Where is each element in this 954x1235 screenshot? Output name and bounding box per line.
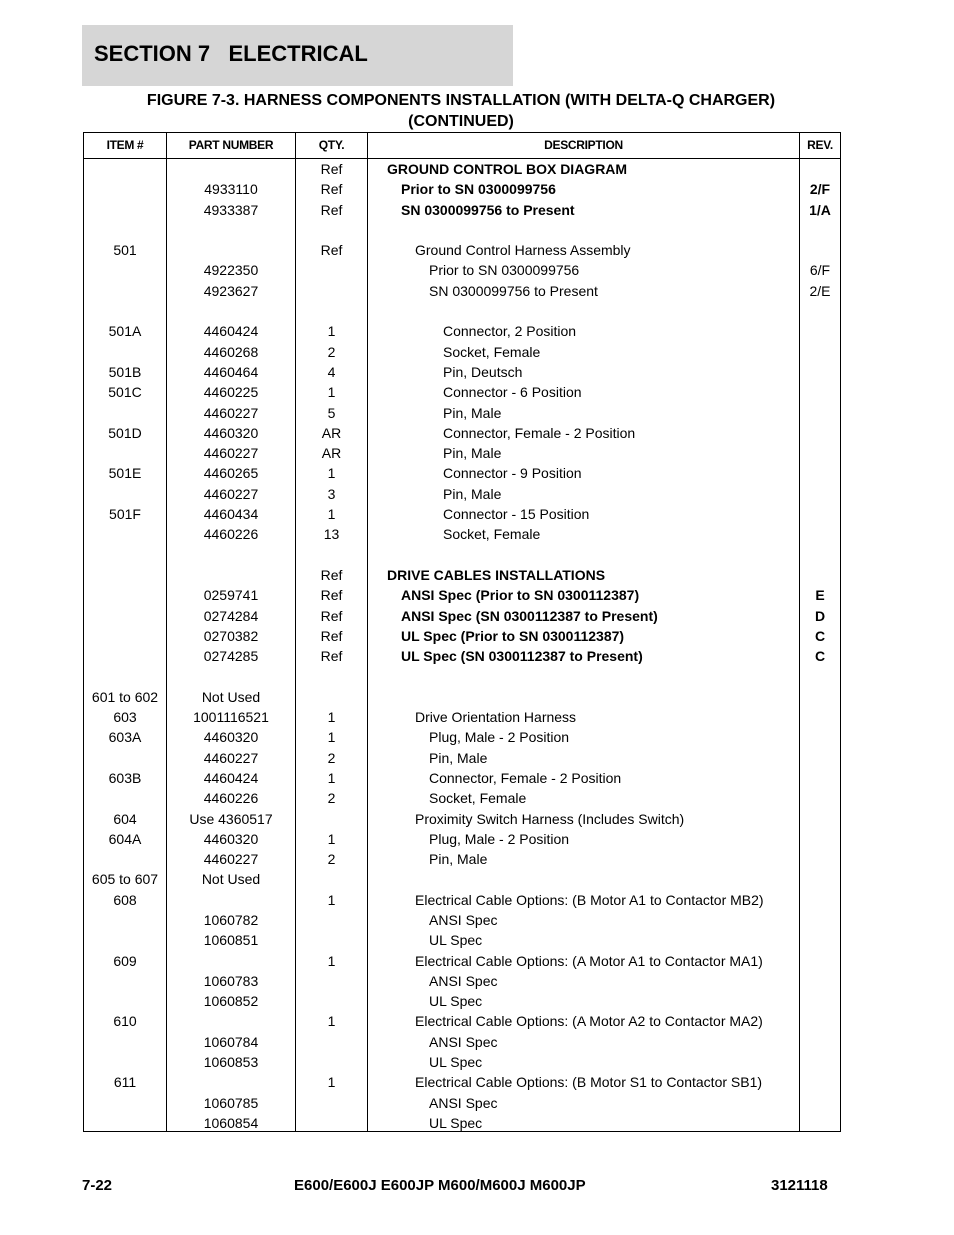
quantity-cell: Ref xyxy=(320,242,343,259)
parts-table xyxy=(83,132,841,1132)
item-number-cell: 610 xyxy=(113,1013,137,1030)
quantity-cell: 5 xyxy=(327,404,336,421)
table-row xyxy=(84,626,840,646)
item-number-cell: 609 xyxy=(113,952,137,969)
table-row xyxy=(84,1072,840,1092)
part-number-cell: 4460320 xyxy=(203,424,259,441)
header-qty: QTY. xyxy=(318,138,345,152)
quantity-cell: Ref xyxy=(320,627,343,644)
quantity-cell: Ref xyxy=(320,201,343,218)
part-number-cell: 1060851 xyxy=(203,932,259,949)
item-number-cell: 501B xyxy=(108,363,142,380)
part-number-cell: 4922350 xyxy=(203,262,259,279)
part-number-cell: 4460434 xyxy=(203,506,259,523)
quantity-cell: 1 xyxy=(327,465,336,482)
table-row xyxy=(84,666,840,686)
part-number-cell: Not Used xyxy=(201,871,261,888)
header-part-number: PART NUMBER xyxy=(188,138,274,152)
part-number-cell: 0259741 xyxy=(203,587,259,604)
quantity-cell: 1 xyxy=(327,709,336,726)
table-row xyxy=(84,930,840,950)
table-row xyxy=(84,463,840,483)
part-number-cell: Use 4360517 xyxy=(189,810,273,827)
description-cell: Pin, Deutsch xyxy=(443,363,523,380)
item-number-cell: 601 to 602 xyxy=(91,688,159,705)
part-number-cell: 4460424 xyxy=(203,323,259,340)
quantity-cell: 13 xyxy=(323,526,340,543)
description-cell: ANSI Spec (Prior to SN 0300112387) xyxy=(401,587,640,604)
description-cell: Pin, Male xyxy=(443,485,502,502)
quantity-cell: AR xyxy=(321,424,342,441)
description-cell: Connector - 6 Position xyxy=(443,384,582,401)
quantity-cell: Ref xyxy=(320,161,343,177)
description-cell: DRIVE CABLES INSTALLATIONS xyxy=(387,566,606,583)
part-number-cell: 4933110 xyxy=(204,181,258,198)
table-row xyxy=(84,748,840,768)
description-cell: Prior to SN 0300099756 xyxy=(429,262,580,279)
table-row xyxy=(84,362,840,382)
item-number-cell: 501C xyxy=(108,384,142,401)
revision-cell: D xyxy=(814,607,826,624)
table-row xyxy=(84,159,840,179)
item-number-cell: 501F xyxy=(109,506,141,523)
description-cell: Plug, Male - 2 Position xyxy=(429,830,570,847)
item-number-cell: 501 xyxy=(113,242,137,259)
quantity-cell: 1 xyxy=(327,1013,336,1030)
part-number-cell: 1060852 xyxy=(203,993,259,1010)
part-number-cell: 1060783 xyxy=(203,972,259,989)
table-row xyxy=(84,484,840,504)
table-row xyxy=(84,342,840,362)
table-row xyxy=(84,1052,840,1072)
quantity-cell: Ref xyxy=(320,607,343,624)
part-number-cell: 4460227 xyxy=(203,445,259,462)
footer-models: E600/E600J E600JP M600/M600J M600JP xyxy=(294,1177,586,1194)
table-row xyxy=(84,545,840,565)
table-row xyxy=(84,260,840,280)
part-number-cell: 4460227 xyxy=(203,485,259,502)
table-row xyxy=(84,382,840,402)
description-cell: Electrical Cable Options: (B Motor A1 to Contactor MB2) xyxy=(415,891,764,908)
table-row xyxy=(84,179,840,199)
table-row xyxy=(84,524,840,544)
table-row xyxy=(84,910,840,930)
description-cell: SN 0300099756 to Present xyxy=(401,201,575,218)
quantity-cell: 2 xyxy=(327,343,336,360)
table-row xyxy=(84,768,840,788)
revision-cell: E xyxy=(815,587,825,604)
part-number-cell: 1001116521 xyxy=(193,709,269,726)
header-description: DESCRIPTION xyxy=(544,138,623,152)
description-cell: Ground Control Harness Assembly xyxy=(415,242,631,259)
table-row xyxy=(84,788,840,808)
description-cell: Connector - 9 Position xyxy=(443,465,582,482)
item-number-cell: 611 xyxy=(113,1074,137,1091)
item-number-cell: 501E xyxy=(108,465,142,482)
description-cell: UL Spec xyxy=(429,1054,483,1071)
description-cell: ANSI Spec xyxy=(429,1094,498,1111)
table-row xyxy=(84,565,840,585)
part-number-cell: 1060784 xyxy=(203,1033,259,1050)
item-number-cell: 604A xyxy=(108,830,142,847)
quantity-cell: 1 xyxy=(327,729,336,746)
description-cell: Connector - 15 Position xyxy=(443,506,590,523)
part-number-cell: 4460226 xyxy=(203,526,259,543)
table-row xyxy=(84,991,840,1011)
quantity-cell: 1 xyxy=(327,952,336,969)
table-body xyxy=(84,159,840,1133)
item-number-cell: 501D xyxy=(108,424,142,441)
description-cell: Electrical Cable Options: (B Motor S1 to Contactor SB1) xyxy=(415,1074,763,1091)
part-number-cell: 4460227 xyxy=(203,404,259,421)
quantity-cell: Ref xyxy=(320,587,343,604)
description-cell: Socket, Female xyxy=(429,790,527,807)
header-rev: REV. xyxy=(807,138,833,152)
description-cell: ANSI Spec xyxy=(429,1033,498,1050)
description-cell: Drive Orientation Harness xyxy=(415,709,577,726)
revision-cell: 2/E xyxy=(809,282,831,299)
part-number-cell: 1060782 xyxy=(203,911,259,928)
revision-cell: C xyxy=(814,648,826,665)
table-row xyxy=(84,301,840,321)
description-cell: Electrical Cable Options: (A Motor A1 to Contactor MA1) xyxy=(415,952,763,969)
description-cell: Plug, Male - 2 Position xyxy=(429,729,570,746)
item-number-cell: 604 xyxy=(113,810,137,827)
part-number-cell: 4460320 xyxy=(203,830,259,847)
item-number-cell: 605 to 607 xyxy=(91,871,159,888)
item-number-cell: 603A xyxy=(108,729,142,746)
description-cell: UL Spec xyxy=(429,1114,483,1131)
description-cell: Socket, Female xyxy=(443,526,541,543)
quantity-cell: Ref xyxy=(320,181,343,198)
quantity-cell: 1 xyxy=(327,891,336,908)
description-cell: UL Spec xyxy=(429,932,483,949)
part-number-cell: 4460227 xyxy=(203,749,259,766)
table-row xyxy=(84,606,840,626)
table-row xyxy=(84,200,840,220)
table-row xyxy=(84,971,840,991)
description-cell: UL Spec (SN 0300112387 to Present) xyxy=(401,648,643,665)
table-row xyxy=(84,646,840,666)
table-row xyxy=(84,220,840,240)
table-row xyxy=(84,321,840,341)
section-banner xyxy=(82,25,513,86)
description-cell: Connector, Female - 2 Position xyxy=(429,769,622,786)
quantity-cell: 2 xyxy=(327,851,336,868)
quantity-cell: 1 xyxy=(327,830,336,847)
figure-title-line2: (CONTINUED) xyxy=(408,113,514,130)
description-cell: ANSI Spec xyxy=(429,911,498,928)
description-cell: Pin, Male xyxy=(429,851,488,868)
part-number-cell: 4923627 xyxy=(203,282,259,299)
part-number-cell: 4460226 xyxy=(203,790,259,807)
table-row xyxy=(84,1113,840,1133)
table-row xyxy=(84,687,840,707)
table-row xyxy=(84,849,840,869)
table-row xyxy=(84,240,840,260)
table-row xyxy=(84,1093,840,1113)
table-row xyxy=(84,829,840,849)
table-row xyxy=(84,869,840,889)
quantity-cell: 1 xyxy=(327,506,336,523)
part-number-cell: 4460320 xyxy=(203,729,259,746)
item-number-cell: 501A xyxy=(108,323,142,340)
table-row xyxy=(84,809,840,829)
description-cell: Proximity Switch Harness (Includes Switch) xyxy=(415,810,685,827)
description-cell: Pin, Male xyxy=(443,445,502,462)
description-cell: GROUND CONTROL BOX DIAGRAM xyxy=(387,161,628,177)
description-cell: Connector, 2 Position xyxy=(443,323,577,340)
table-row xyxy=(84,951,840,971)
part-number-cell: Not Used xyxy=(201,688,261,705)
description-cell: ANSI Spec xyxy=(429,972,498,989)
part-number-cell: 4460227 xyxy=(203,851,259,868)
part-number-cell: 0274285 xyxy=(203,648,259,665)
quantity-cell: 2 xyxy=(327,749,336,766)
table-row xyxy=(84,1032,840,1052)
table-row xyxy=(84,727,840,747)
part-number-cell: 1060854 xyxy=(203,1114,259,1131)
figure-title-line1: FIGURE 7-3. HARNESS COMPONENTS INSTALLATION (WITH DELTA-Q CHARGER) xyxy=(146,92,776,109)
part-number-cell: 4460265 xyxy=(203,465,259,482)
description-cell: Socket, Female xyxy=(443,343,541,360)
table-row xyxy=(84,585,840,605)
part-number-cell: 4460424 xyxy=(203,769,259,786)
quantity-cell: AR xyxy=(321,445,342,462)
table-row xyxy=(84,403,840,423)
part-number-cell: 4460268 xyxy=(203,343,259,360)
quantity-cell: 1 xyxy=(327,384,336,401)
description-cell: Pin, Male xyxy=(429,749,488,766)
item-number-cell: 603B xyxy=(108,769,142,786)
part-number-cell: 4460225 xyxy=(203,384,259,401)
revision-cell: 1/A xyxy=(809,201,831,218)
quantity-cell: 3 xyxy=(327,485,336,502)
table-row xyxy=(84,281,840,301)
quantity-cell: 2 xyxy=(327,790,336,807)
table-row xyxy=(84,423,840,443)
description-cell: Pin, Male xyxy=(443,404,502,421)
quantity-cell: 1 xyxy=(327,769,336,786)
table-row xyxy=(84,890,840,910)
quantity-cell: Ref xyxy=(320,566,343,583)
description-cell: SN 0300099756 to Present xyxy=(429,282,598,299)
part-number-cell: 1060785 xyxy=(203,1094,259,1111)
part-number-cell: 4933387 xyxy=(203,201,259,218)
revision-cell: 2/F xyxy=(809,181,831,198)
table-row xyxy=(84,707,840,727)
description-cell: ANSI Spec (SN 0300112387 to Present) xyxy=(401,607,658,624)
item-number-cell: 608 xyxy=(113,891,137,908)
quantity-cell: 1 xyxy=(327,1074,336,1091)
header-item: ITEM # xyxy=(106,138,144,152)
table-row xyxy=(84,443,840,463)
description-cell: UL Spec xyxy=(429,993,483,1010)
description-cell: UL Spec (Prior to SN 0300112387) xyxy=(401,627,625,644)
part-number-cell: 0270382 xyxy=(203,627,259,644)
description-cell: Electrical Cable Options: (A Motor A2 to Contactor MA2) xyxy=(415,1013,763,1030)
quantity-cell: 1 xyxy=(327,323,336,340)
section-title: SECTION 7 ELECTRICAL xyxy=(94,41,368,66)
description-cell: Connector, Female - 2 Position xyxy=(443,424,636,441)
table-row xyxy=(84,1011,840,1031)
revision-cell: 6/F xyxy=(809,262,831,279)
part-number-cell: 0274284 xyxy=(203,607,259,624)
footer-page-number: 7-22 xyxy=(82,1177,113,1194)
quantity-cell: Ref xyxy=(320,648,343,665)
revision-cell: C xyxy=(814,627,826,644)
table-row xyxy=(84,504,840,524)
part-number-cell: 4460464 xyxy=(203,363,259,380)
part-number-cell: 1060853 xyxy=(203,1054,259,1071)
description-cell: Prior to SN 0300099756 xyxy=(401,181,556,198)
figure-title xyxy=(82,90,840,132)
quantity-cell: 4 xyxy=(327,363,336,380)
footer-doc-number: 3121118 xyxy=(771,1177,828,1194)
item-number-cell: 603 xyxy=(113,709,137,726)
